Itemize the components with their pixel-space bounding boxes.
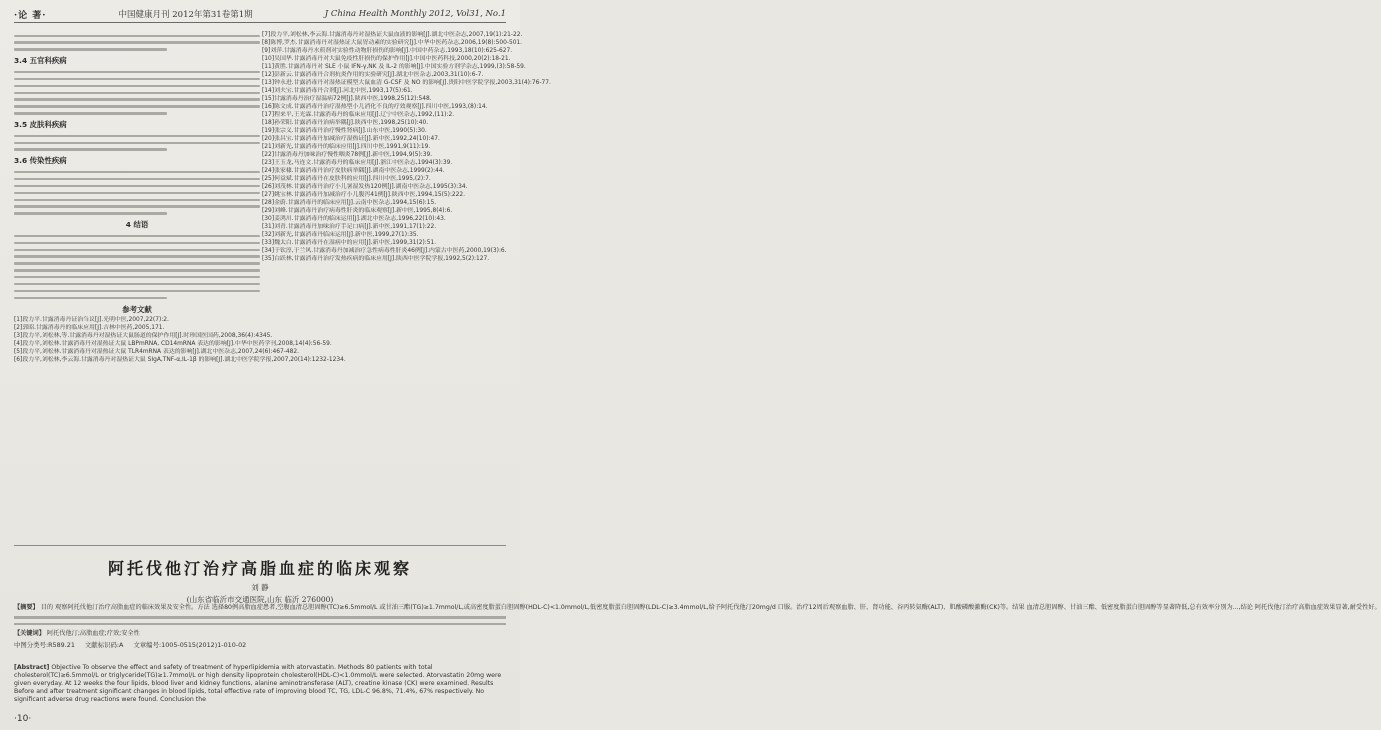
reference-item: [23]王玉龙,马连文.甘露消毒丹的临床应用[J].浙江中医杂志,1994(3):39. xyxy=(262,160,453,166)
body-text-block xyxy=(14,135,260,151)
reference-item: [29]刘峰.甘露消毒丹治疗病毒性肝炎的临床观察[J].新中医,1995,8(4):6. xyxy=(262,208,453,214)
document-code: A xyxy=(119,641,124,649)
reference-item: [31]刘青.甘露消毒丹加味治疗手足口病[J].新中医,1991,17(1):22. xyxy=(262,224,437,230)
article-number: 1005-0515(2012)1-010-02 xyxy=(161,641,247,649)
body-text-block xyxy=(14,171,260,215)
reference-item: [33]魏太白.甘露消毒丹在湿病中的应用[J].新中医,1999,31(2):51. xyxy=(262,240,437,246)
reference-item: [11]黄胜.甘露消毒丹对 SLE 小鼠 IFN-γ,NK 及 IL-2 的影响[J].中国实验方剂学杂志,1999,(3):58-59. xyxy=(262,64,526,70)
reference-item: [21]刘新光,甘露消毒丹的临床应用[J].四川中医,1991,9(11):19. xyxy=(262,144,431,150)
section-heading-conclusion: 4 结语 xyxy=(125,220,149,230)
keywords: 阿托伐他汀;高脂血症;疗效;安全性 xyxy=(46,629,140,637)
references-heading: 参考文献 xyxy=(122,304,152,314)
section-label: ·论 著· xyxy=(14,10,47,21)
reference-item: [32]刘新光,甘露消毒丹临床运用[J].新中医,1999,27(1):35. xyxy=(262,232,419,238)
reference-item: [4]段力平,刘松林.甘露消毒丹对湿热证大鼠 LBPmRNA, CD14mRNA 表达的影响[J].中华中医药学刊,2008,14(4):56-59. xyxy=(14,340,332,347)
text-line xyxy=(14,35,260,37)
reference-item: [25]何益斌.甘露消毒丹在皮肤科的应用[J].四川中医,1995,(2):7. xyxy=(262,176,431,182)
abstract-en-body: Objective To observe the effect and safety of treatment of hyperlipidemia with atorvastatin. Methods 80 patients with total cholesterol(TC)≥6.5mmol/L or triglyceride(TG)≥1.7mmol/L or high density lipoprotein cholesterol(HDL-C)<1.0mmol/L were selected. Atorvastatin 20mg were given everyday. At 12 weeks the four lipids, blood liver and kidney functions, alanine aminotransferase (ALT), creatine kinase (CK) were examined. Results Before and after treatment significant changes in blood lipids, total effective rate of improving blood TC, TG, LDL-C 96.8%, 71.4%, 67% respectively. No significant adverse drug reactions were found. Conclusion the xyxy=(14,664,502,703)
reference-item: [1]段力平.甘露消毒丹证治刍议[J].光明中医,2007,22(7):2. xyxy=(14,316,169,323)
journal-issue-english: J China Health Monthly 2012, Vol31, No.1 xyxy=(324,9,506,19)
body-text-block xyxy=(14,235,260,299)
abstract-en-label: [Abstract] xyxy=(14,664,50,671)
reference-item: [5]段力平,刘松林.甘露消毒丹对湿热证大鼠 TLR4mRNA 表达的影响[J].湖北中医杂志,2007,24(6):467-482. xyxy=(14,348,300,355)
article-divider xyxy=(14,545,506,546)
reference-item: [19]张宗义.甘露消毒丹治疗慢性肾病[J].山东中医,1990(5):30. xyxy=(262,128,427,134)
keywords-line: 【关键词】 阿托伐他汀;高脂血症;疗效;安全性 xyxy=(14,629,140,637)
body-text-block xyxy=(14,35,260,51)
reference-item: [26]刘茂林.甘露消毒丹治疗小儿暑湿发热120例[J].湖南中医杂志,1995(3):34. xyxy=(262,184,468,190)
abstract-cn-label: 【摘要】 xyxy=(14,604,39,611)
reference-item: [24]张家棣.甘露消毒丹治疗皮肤病举隅[J].湖南中医杂志,1999(2):44. xyxy=(262,168,445,174)
reference-item: [34]于钦淳,于兰风.甘露消毒丹加减治疗急性病毒性肝炎46例[J].内蒙古中医药,2000,19(3):6. xyxy=(262,248,507,254)
reference-item: [17]程来平,王光霖.甘露消毒丹的临床应用[J].辽宁中医杂志,1992,(11):2. xyxy=(262,112,455,118)
reference-list-right xyxy=(262,32,551,264)
reference-item: [20]张昌宝.甘露消毒丹加减治疗湿热证[J].新中医,1992,24(10):47. xyxy=(262,136,440,142)
reference-item: [10]吴国华.甘露消毒丹对大鼠免疫性肝损伤的保护作用[J].中国中医药科技,2000,20(2):18-21. xyxy=(262,56,511,62)
reference-item: [16]陈文成.甘露消毒丹治疗湿热型小儿消化不良的疗效观察[J].四川中医,1993,(8):14. xyxy=(262,104,488,110)
reference-item: [27]姚宝林.甘露消毒丹加减治疗小儿腹泻41例[J].陕西中医,1994,15(5):222. xyxy=(262,192,466,198)
abstract-en-text xyxy=(14,664,506,704)
reference-item: [3]段力平,刘松林,等.甘露消毒丹对湿热证大鼠肠道的保护作用[J].时珍国医国药,2008,36(4):4345. xyxy=(14,332,273,339)
reference-item: [14]刘夫宝.甘露消毒丹合剂[J].河北中医,1993,17(5):61. xyxy=(262,88,413,94)
reference-item: [6]段力平,刘松林,李云海.甘露消毒丹对湿热证大鼠 SIgA,TNF-α,IL-1β 的影响[J].湖北中医学院学报,2007,20(14):1232-1234. xyxy=(14,356,346,363)
article-title: 阿托伐他汀治疗高脂血症的临床观察 xyxy=(107,559,412,578)
section-heading-dermatology: 3.5 皮肤科疾病 xyxy=(14,120,67,130)
classification-row: 中图分类号:R589.21 文献标识码:A 文章编号:1005-0515(2012)1-010-02 xyxy=(14,641,247,649)
article-author: 刘 静 xyxy=(251,583,269,592)
section-heading-infectious: 3.6 传染性疾病 xyxy=(14,156,67,166)
reference-item: [9]刘萍.甘露消毒丹水煎剂对实验性动物肝损伤的影响[J].中国中药杂志,1993,18(10):625-627. xyxy=(262,48,513,54)
running-header xyxy=(14,6,506,23)
reference-item: [7]段力平,刘松林,李云海.甘露消毒丹对湿热证大鼠血液的影响[J].湖北中医杂志,2007,19(1):21-22. xyxy=(262,32,523,38)
reference-item: [35]白跃林,甘露消毒丹治疗发热疾病的临床应用[J].陕西中医学院学报,1992,5(2):127. xyxy=(262,256,490,262)
clc-number: R589.21 xyxy=(48,641,75,649)
reference-item: [15]甘露消毒丹治疗湿温病72例[J].陕西中医,1998,25(12):548. xyxy=(262,96,432,102)
reference-item: [13]钟永进.甘露消毒丹对湿热证模型大鼠血清 G-CSF 及 NO 的影响[J].贵阳中医学院学报,2003,31(4):76-77. xyxy=(262,80,551,86)
abstract-cn-text xyxy=(14,604,1381,612)
text-line xyxy=(14,48,167,50)
journal-name: 中国健康月刊 2012年第31卷第1期 xyxy=(118,10,253,20)
reference-item: [30]姜鸿川.甘露消毒丹的临床运用[J].湖北中医杂志,1996,22(10):43. xyxy=(262,216,446,222)
reference-item: [22]甘露消毒丹加味治疗慢性咽炎78例[J].新中医,1994,9(5):39. xyxy=(262,152,433,158)
abstract-chinese xyxy=(14,604,1381,638)
reference-item: [28]金蔚.甘露消毒丹的临床应用[J].云南中医杂志,1994,15(6):15. xyxy=(262,200,437,206)
abstract-cn-body: 目的 观察阿托伐他汀治疗高脂血症的临床效果及安全性。方法 选择80例高脂血症患者,空腹血清总胆固醇(TC)≥6.5mmol/L 或甘油三酯(TG)≥1.7mmol/L,或高密度脂蛋白胆固醇(HDL-C)<1.0mmol/L,低密度脂蛋白胆固醇(LDL-C)≥3.4mmol/L,给予阿托伐他汀20mg/d 口服。治疗12周后观察血脂、肝、肾功能、谷丙转氨酶(ALT)、肌酸磷酸激酶(CK)等。结果 血清总胆固醇、甘油三酯、低密度脂蛋白胆固醇等显著降低,总有效率分别为...,结论 阿托伐他汀治疗高脂血症效果显著,耐受性好。 xyxy=(40,604,1381,611)
right-column xyxy=(262,30,551,264)
text-line xyxy=(14,41,260,43)
article-affiliation: (山东省临沂市交通医院,山东 临沂 276000) xyxy=(186,595,334,604)
reference-item: [2]郭昭.甘露消毒丹的临床应用[J].吉林中医药,2005,171. xyxy=(14,324,165,331)
reference-item: [12]彭新云.甘露消毒丹合剂抗炎作用的实验研究[J].湖北中医杂志,2003,31(10):6-7. xyxy=(262,72,484,78)
page-number: ·10· xyxy=(14,714,32,724)
body-text-block xyxy=(14,71,260,115)
reference-list-left xyxy=(14,316,346,365)
reference-item: [18]孙荣阳.甘露消毒丹治病举隅[J].陕西中医,1998,25(10):40. xyxy=(262,120,429,126)
reference-item: [8]陈博,罗杰.甘露消毒丹对湿热证大鼠胃动素的实验研究[J].中华中医药杂志,2006,19(8):500-501. xyxy=(262,40,523,46)
abstract-english xyxy=(14,664,506,704)
section-heading-ent: 3.4 五官科疾病 xyxy=(14,56,67,66)
